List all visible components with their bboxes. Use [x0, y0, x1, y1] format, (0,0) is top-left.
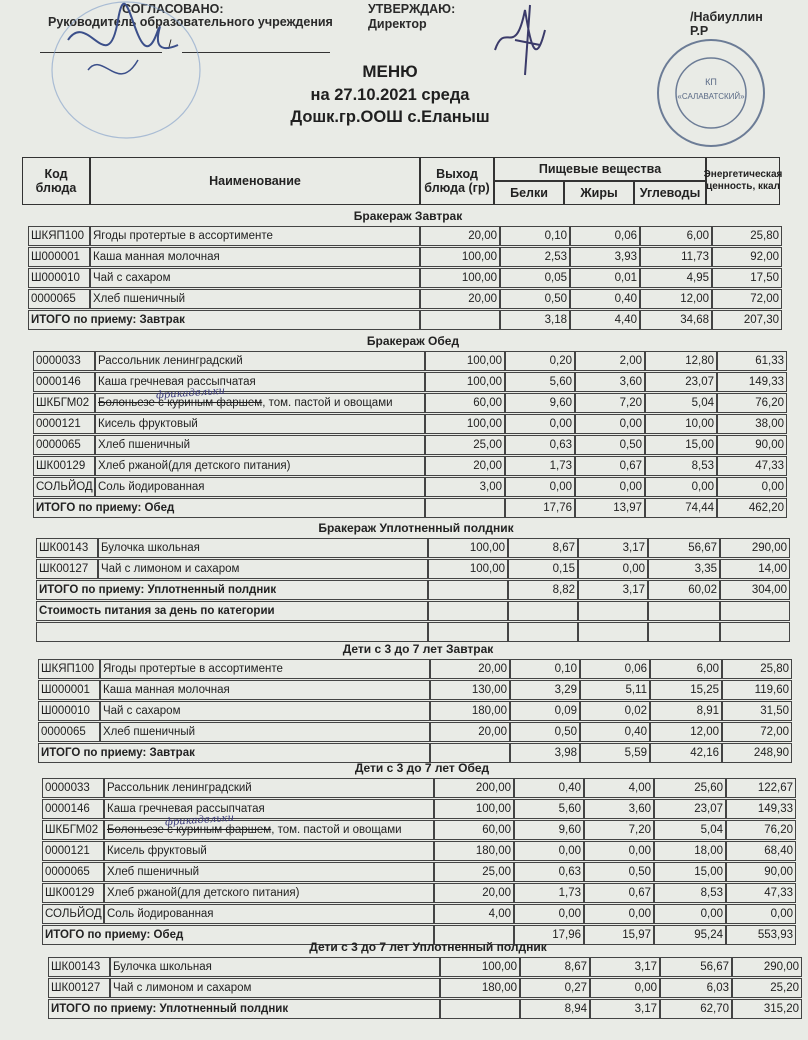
cell-yield: 4,00 [434, 904, 514, 924]
cell-energy: 76,20 [717, 393, 787, 413]
cell-name: Чай с сахаром [100, 701, 430, 721]
cell-protein: 9,60 [514, 820, 584, 840]
cell-fat: 7,20 [584, 820, 654, 840]
cell-protein: 0,15 [508, 559, 578, 579]
cost-empty-cell [508, 601, 578, 621]
cell-fat: 0,00 [578, 559, 648, 579]
col-carbs: Углеводы [634, 181, 706, 205]
total-protein: 3,18 [500, 310, 570, 330]
cell-yield: 20,00 [430, 659, 510, 679]
cell-yield: 100,00 [425, 372, 505, 392]
cell-fat: 0,01 [570, 268, 640, 288]
cell-code: 0000146 [42, 799, 104, 819]
cell-code: 0000121 [42, 841, 104, 861]
cell-code: 0000065 [33, 435, 95, 455]
total-label: ИТОГО по приему: Обед [33, 498, 425, 518]
cell-yield: 180,00 [434, 841, 514, 861]
cell-fat: 0,40 [570, 289, 640, 309]
cell-energy: 47,33 [717, 456, 787, 476]
total-carbs: 42,16 [650, 743, 722, 763]
cell-fat: 3,17 [590, 957, 660, 977]
cell-yield: 100,00 [425, 351, 505, 371]
cell-yield-empty [425, 498, 505, 518]
cell-carbs: 23,07 [645, 372, 717, 392]
cell-energy: 149,33 [726, 799, 796, 819]
cell-code: 0000146 [33, 372, 95, 392]
struck-dish-name: Болоньезе с куриным фаршем [107, 824, 272, 836]
total-energy: 315,20 [732, 999, 802, 1019]
cell-protein: 0,40 [514, 778, 584, 798]
total-fat: 3,17 [578, 580, 648, 600]
cell-carbs: 0,00 [654, 904, 726, 924]
cell-yield: 130,00 [430, 680, 510, 700]
total-label: ИТОГО по приему: Уплотненный полдник [48, 999, 440, 1019]
cell-carbs: 6,03 [660, 978, 732, 998]
cell-protein: 0,20 [505, 351, 575, 371]
cell-protein: 0,50 [510, 722, 580, 742]
cell-fat: 0,40 [580, 722, 650, 742]
cell-energy: 149,33 [717, 372, 787, 392]
cell-energy: 92,00 [712, 247, 782, 267]
cell-name: Хлеб пшеничный [90, 289, 420, 309]
col-nutrients: Пищевые вещества [494, 157, 706, 181]
cell-code: ШК00127 [36, 559, 98, 579]
cell-name: Чай с сахаром [90, 268, 420, 288]
cell-code: 0000121 [33, 414, 95, 434]
cell-name: Ягоды протертые в ассортименте [90, 226, 420, 246]
cell-protein: 1,73 [514, 883, 584, 903]
section-title: Дети с 3 до 7 лет Завтрак [342, 642, 494, 656]
total-energy: 462,20 [717, 498, 787, 518]
section-title: Бракераж Уплотненный полдник [318, 521, 514, 535]
cell-protein: 9,60 [505, 393, 575, 413]
cost-empty-cell [648, 601, 720, 621]
cell-carbs: 11,73 [640, 247, 712, 267]
cell-fat: 2,00 [575, 351, 645, 371]
cell-code: 0000033 [42, 778, 104, 798]
cell-name [104, 812, 434, 840]
section-title: Бракераж Обед [366, 334, 460, 348]
cell-name [95, 385, 425, 413]
cell-fat: 0,06 [580, 659, 650, 679]
cell-yield: 100,00 [420, 247, 500, 267]
svg-text:«САЛАВАТСКИЙ»: «САЛАВАТСКИЙ» [677, 92, 745, 101]
menu-title: МЕНЮ [362, 62, 418, 81]
section-title: Бракераж Завтрак [353, 209, 463, 223]
total-fat: 13,97 [575, 498, 645, 518]
cell-name: Соль йодированная [95, 477, 425, 497]
table-header [22, 157, 783, 205]
cell-fat: 0,67 [584, 883, 654, 903]
cell-protein: 1,73 [505, 456, 575, 476]
cell-name: Чай с лимоном и сахаром [110, 978, 440, 998]
cell-energy: 90,00 [726, 862, 796, 882]
cell-code: ШК00127 [48, 978, 110, 998]
total-label: ИТОГО по приему: Уплотненный полдник [36, 580, 428, 600]
cell-energy: 17,50 [712, 268, 782, 288]
section-title: Дети с 3 до 7 лет Обед [354, 761, 490, 775]
cell-carbs: 6,00 [650, 659, 722, 679]
cell-carbs: 8,53 [654, 883, 726, 903]
cell-fat: 3,93 [570, 247, 640, 267]
cell-code: Ш000010 [28, 268, 90, 288]
cell-fat: 3,17 [578, 538, 648, 558]
cell-energy: 31,50 [722, 701, 792, 721]
cell-carbs: 5,04 [654, 820, 726, 840]
col-code: Код блюда [22, 157, 90, 205]
cell-code: 0000065 [38, 722, 100, 742]
cell-energy: 25,20 [732, 978, 802, 998]
cell-yield: 20,00 [434, 883, 514, 903]
cell-fat: 0,06 [570, 226, 640, 246]
cell-carbs: 4,95 [640, 268, 712, 288]
cell-code: Ш000001 [38, 680, 100, 700]
dish-name-rest: , том. пастой и овощами [262, 397, 393, 409]
cell-name: Кисель фруктовый [95, 414, 425, 434]
total-protein: 8,82 [508, 580, 578, 600]
cell-yield: 20,00 [420, 289, 500, 309]
total-fat: 5,59 [580, 743, 650, 763]
cell-yield-empty [440, 999, 520, 1019]
cell-protein: 0,00 [505, 414, 575, 434]
cell-name: Булочка школьная [98, 538, 428, 558]
cell-yield-empty [420, 310, 500, 330]
cell-name: Хлеб ржаной(для детского питания) [104, 883, 434, 903]
cell-fat: 3,60 [584, 799, 654, 819]
cell-code: ШК00143 [48, 957, 110, 977]
cell-name: Хлеб пшеничный [104, 862, 434, 882]
cell-energy: 68,40 [726, 841, 796, 861]
cell-energy: 38,00 [717, 414, 787, 434]
col-name: Наименование [90, 157, 420, 205]
cell-energy: 290,00 [732, 957, 802, 977]
cell-protein: 5,60 [505, 372, 575, 392]
cell-energy: 90,00 [717, 435, 787, 455]
cell-carbs: 18,00 [654, 841, 726, 861]
total-energy: 304,00 [720, 580, 790, 600]
cell-name: Булочка школьная [110, 957, 440, 977]
cell-code: СОЛЬЙОД [42, 904, 104, 924]
cell-protein: 0,00 [514, 904, 584, 924]
total-carbs: 60,02 [648, 580, 720, 600]
cell-carbs: 5,04 [645, 393, 717, 413]
cell-protein: 0,63 [514, 862, 584, 882]
cell-yield: 100,00 [428, 559, 508, 579]
cell-protein: 0,05 [500, 268, 570, 288]
cell-name: Каша манная молочная [90, 247, 420, 267]
cell-carbs: 25,60 [654, 778, 726, 798]
sign-line: / [168, 38, 172, 52]
cell-fat: 0,50 [584, 862, 654, 882]
total-fat: 3,17 [590, 999, 660, 1019]
total-fat: 15,97 [584, 925, 654, 945]
cell-code: ШК00129 [42, 883, 104, 903]
cell-code: 0000065 [42, 862, 104, 882]
total-protein: 8,94 [520, 999, 590, 1019]
col-energy: Энергетическая ценность, ккал [706, 157, 780, 205]
cell-protein: 0,63 [505, 435, 575, 455]
cell-carbs: 12,00 [640, 289, 712, 309]
cell-yield: 20,00 [425, 456, 505, 476]
cell-name: Каша гречневая рассыпчатая [104, 799, 434, 819]
cell-protein: 5,60 [514, 799, 584, 819]
cell-protein: 0,10 [510, 659, 580, 679]
cell-carbs: 12,80 [645, 351, 717, 371]
cell-carbs: 15,00 [645, 435, 717, 455]
total-label: ИТОГО по приему: Завтрак [28, 310, 420, 330]
total-energy: 553,93 [726, 925, 796, 945]
cell-energy: 47,33 [726, 883, 796, 903]
cell-carbs: 15,00 [654, 862, 726, 882]
cell-name: Рассольник ленинградский [95, 351, 425, 371]
cell-code: Ш000010 [38, 701, 100, 721]
cell-code: СОЛЬЙОД [33, 477, 95, 497]
cell-fat: 0,00 [575, 414, 645, 434]
cell-yield: 100,00 [428, 538, 508, 558]
cell-fat: 0,00 [584, 841, 654, 861]
cell-name: Каша гречневая рассыпчатая [95, 372, 425, 392]
cell-name: Кисель фруктовый [104, 841, 434, 861]
cell-yield: 100,00 [440, 957, 520, 977]
cell-protein: 0,50 [500, 289, 570, 309]
cell-protein: 8,67 [520, 957, 590, 977]
cell-yield: 3,00 [425, 477, 505, 497]
cell-fat: 7,20 [575, 393, 645, 413]
col-fat: Жиры [564, 181, 634, 205]
struck-dish-name: Болоньезе с куриным фаршем [98, 397, 263, 409]
cell-code: ШК00143 [36, 538, 98, 558]
cell-yield-empty [428, 580, 508, 600]
cell-fat: 0,00 [575, 477, 645, 497]
cell-code: 0000065 [28, 289, 90, 309]
svg-text:КП: КП [705, 77, 717, 87]
total-fat: 4,40 [570, 310, 640, 330]
cell-fat: 5,11 [580, 680, 650, 700]
head-of-org-label: Руководитель образовательного учреждения [48, 15, 333, 29]
cell-fat: 0,00 [590, 978, 660, 998]
cell-energy: 25,80 [712, 226, 782, 246]
cell-yield: 20,00 [430, 722, 510, 742]
cell-energy: 61,33 [717, 351, 787, 371]
menu-date: на 27.10.2021 среда [310, 86, 470, 104]
section-title: Дети с 3 до 7 лет Уплотненный полдник [309, 940, 547, 954]
cell-protein: 0,10 [500, 226, 570, 246]
cell-energy: 290,00 [720, 538, 790, 558]
total-protein: 3,98 [510, 743, 580, 763]
cell-energy: 0,00 [726, 904, 796, 924]
total-carbs: 95,24 [654, 925, 726, 945]
cell-energy: 72,00 [712, 289, 782, 309]
cell-code: ШКЯП100 [38, 659, 100, 679]
cell-carbs: 8,91 [650, 701, 722, 721]
total-carbs: 62,70 [660, 999, 732, 1019]
cell-yield: 200,00 [434, 778, 514, 798]
cell-name: Хлеб пшеничный [95, 435, 425, 455]
cell-fat: 0,00 [584, 904, 654, 924]
cost-empty-cell [428, 601, 508, 621]
cost-empty-cell [578, 601, 648, 621]
cell-carbs: 0,00 [645, 477, 717, 497]
cell-name: Каша манная молочная [100, 680, 430, 700]
cell-name: Рассольник ленинградский [104, 778, 434, 798]
cell-carbs: 12,00 [650, 722, 722, 742]
cell-fat: 0,50 [575, 435, 645, 455]
cell-code: Ш000001 [28, 247, 90, 267]
cell-energy: 122,67 [726, 778, 796, 798]
cell-code: ШКБГМ02 [42, 820, 104, 840]
cell-yield: 60,00 [425, 393, 505, 413]
total-protein: 17,76 [505, 498, 575, 518]
menu-org: Дошк.гр.ООШ с.Еланыш [290, 108, 490, 126]
cell-name: Хлеб пшеничный [100, 722, 430, 742]
cell-carbs: 23,07 [654, 799, 726, 819]
cell-code: ШК00129 [33, 456, 95, 476]
cell-carbs: 8,53 [645, 456, 717, 476]
col-yield: Выход блюда (гр) [420, 157, 494, 205]
cell-name: Чай с лимоном и сахаром [98, 559, 428, 579]
total-energy: 248,90 [722, 743, 792, 763]
cell-energy: 72,00 [722, 722, 792, 742]
total-energy: 207,30 [712, 310, 782, 330]
cell-carbs: 56,67 [648, 538, 720, 558]
handwritten-correction: фрикадельки [155, 385, 226, 402]
cell-yield: 100,00 [434, 799, 514, 819]
cost-empty-cell [720, 601, 790, 621]
cell-yield: 20,00 [420, 226, 500, 246]
cell-carbs: 15,25 [650, 680, 722, 700]
cell-fat: 0,02 [580, 701, 650, 721]
total-label: ИТОГО по приему: Завтрак [38, 743, 430, 763]
cell-energy: 14,00 [720, 559, 790, 579]
total-protein: 17,96 [514, 925, 584, 945]
cell-energy: 76,20 [726, 820, 796, 840]
cell-yield: 25,00 [434, 862, 514, 882]
cell-name: Соль йодированная [104, 904, 434, 924]
cell-carbs: 3,35 [648, 559, 720, 579]
cell-code: ШКЯП100 [28, 226, 90, 246]
cell-code: ШКБГМ02 [33, 393, 95, 413]
cell-fat: 0,67 [575, 456, 645, 476]
cell-protein: 2,53 [500, 247, 570, 267]
agreed-label: СОГЛАСОВАНО: [122, 2, 224, 16]
director-label: Директор [368, 17, 427, 31]
cell-yield: 180,00 [430, 701, 510, 721]
col-protein: Белки [494, 181, 564, 205]
cell-protein: 0,09 [510, 701, 580, 721]
cell-protein: 0,00 [505, 477, 575, 497]
cell-energy: 119,60 [722, 680, 792, 700]
cell-protein: 0,00 [514, 841, 584, 861]
cell-yield: 60,00 [434, 820, 514, 840]
cell-protein: 8,67 [508, 538, 578, 558]
cell-fat: 4,00 [584, 778, 654, 798]
cell-name: Хлеб ржаной(для детского питания) [95, 456, 425, 476]
cell-fat: 3,60 [575, 372, 645, 392]
dish-name-rest: , том. пастой и овощами [271, 824, 402, 836]
total-carbs: 74,44 [645, 498, 717, 518]
cell-yield: 180,00 [440, 978, 520, 998]
approved-label: УТВЕРЖДАЮ: [368, 2, 456, 16]
handwritten-correction: фрикадельки [164, 812, 235, 829]
cell-yield: 25,00 [425, 435, 505, 455]
cell-yield: 100,00 [420, 268, 500, 288]
cell-carbs: 6,00 [640, 226, 712, 246]
total-carbs: 34,68 [640, 310, 712, 330]
cell-protein: 3,29 [510, 680, 580, 700]
total-label: ИТОГО по приему: Обед [42, 925, 434, 945]
cell-carbs: 10,00 [645, 414, 717, 434]
cell-yield: 100,00 [425, 414, 505, 434]
cell-code: 0000033 [33, 351, 95, 371]
cell-energy: 25,80 [722, 659, 792, 679]
cell-carbs: 56,67 [660, 957, 732, 977]
cell-energy: 0,00 [717, 477, 787, 497]
cell-protein: 0,27 [520, 978, 590, 998]
cost-label: Стоимость питания за день по категории [36, 601, 428, 621]
cell-name: Ягоды протертые в ассортименте [100, 659, 430, 679]
director-name: /Набиуллин Р.Р [690, 10, 763, 38]
